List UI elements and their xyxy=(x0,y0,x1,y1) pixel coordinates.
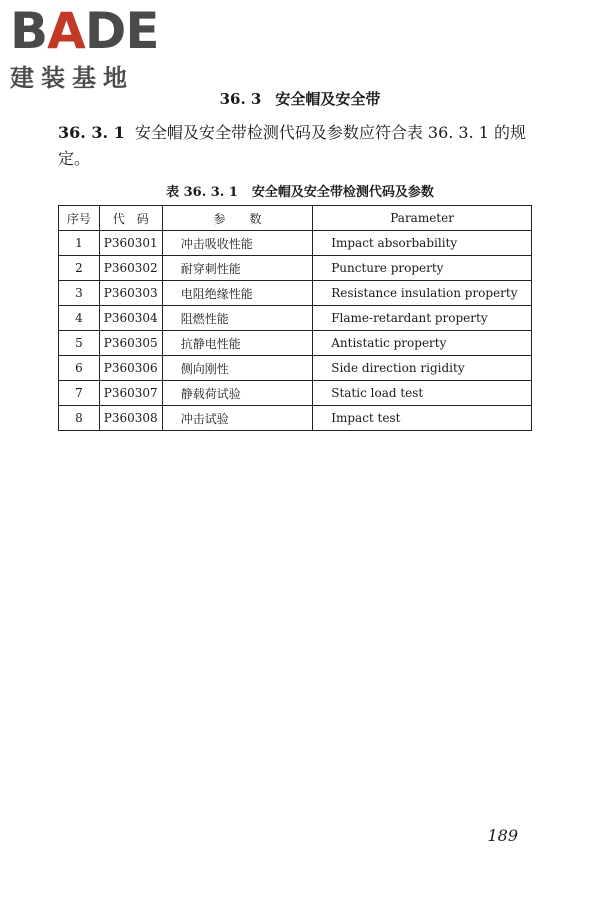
row-code: P360304 xyxy=(99,306,162,331)
row-param-zh: 静载荷试验 xyxy=(162,381,313,406)
row-param-zh: 冲击试验 xyxy=(162,406,313,431)
row-code: P360306 xyxy=(99,356,162,381)
header-code: 代 码 xyxy=(99,206,162,231)
logo-wordmark: BADE xyxy=(10,2,159,60)
row-index: 1 xyxy=(59,231,100,256)
section-number: 36. 3 xyxy=(219,90,262,108)
row-index: 5 xyxy=(59,331,100,356)
row-param-en: Puncture property xyxy=(313,256,532,281)
row-param-zh: 耐穿刺性能 xyxy=(162,256,313,281)
row-index: 4 xyxy=(59,306,100,331)
row-code: P360301 xyxy=(99,231,162,256)
brand-logo xyxy=(10,2,180,93)
table-caption xyxy=(0,181,600,200)
row-index: 6 xyxy=(59,356,100,381)
row-param-en: Static load test xyxy=(313,381,532,406)
table-header-row xyxy=(59,206,532,231)
row-param-en: Antistatic property xyxy=(313,331,532,356)
row-param-en: Flame-retardant property xyxy=(313,306,532,331)
table-caption-title: 安全帽及安全带检测代码及参数 xyxy=(251,185,434,200)
table-row xyxy=(59,231,532,256)
row-param-zh: 抗静电性能 xyxy=(162,331,313,356)
clause-paragraph xyxy=(58,120,538,172)
row-code: P360305 xyxy=(99,331,162,356)
row-index: 8 xyxy=(59,406,100,431)
row-code: P360307 xyxy=(99,381,162,406)
row-param-zh: 电阻绝缘性能 xyxy=(162,281,313,306)
row-code: P360302 xyxy=(99,256,162,281)
header-index: 序号 xyxy=(59,206,100,231)
logo-accent-letter: A xyxy=(47,2,85,60)
table-row xyxy=(59,381,532,406)
row-code: P360303 xyxy=(99,281,162,306)
row-index: 7 xyxy=(59,381,100,406)
header-param-en: Parameter xyxy=(313,206,532,231)
table-row xyxy=(59,256,532,281)
logo-subtitle: 建装基地 xyxy=(10,64,134,92)
row-param-zh: 冲击吸收性能 xyxy=(162,231,313,256)
clause-text: 安全帽及安全带检测代码及参数应符合表 36. 3. 1 的规定。 xyxy=(58,123,527,168)
page-number: 189 xyxy=(487,826,518,845)
row-param-zh: 阻燃性能 xyxy=(162,306,313,331)
table-row xyxy=(59,331,532,356)
row-index: 2 xyxy=(59,256,100,281)
table-row xyxy=(59,406,532,431)
header-param-zh: 参 数 xyxy=(162,206,313,231)
row-param-zh: 侧向刚性 xyxy=(162,356,313,381)
table-row xyxy=(59,281,532,306)
row-param-en: Side direction rigidity xyxy=(313,356,532,381)
row-param-en: Impact absorbability xyxy=(313,231,532,256)
clause-number: 36. 3. 1 xyxy=(58,123,125,142)
row-param-en: Resistance insulation property xyxy=(313,281,532,306)
parameter-table xyxy=(58,205,532,431)
section-title-text: 安全帽及安全带 xyxy=(275,90,381,108)
table-row xyxy=(59,356,532,381)
row-param-en: Impact test xyxy=(313,406,532,431)
row-index: 3 xyxy=(59,281,100,306)
section-heading xyxy=(0,88,600,109)
table-row xyxy=(59,306,532,331)
table-caption-number: 表 36. 3. 1 xyxy=(166,185,238,200)
row-code: P360308 xyxy=(99,406,162,431)
